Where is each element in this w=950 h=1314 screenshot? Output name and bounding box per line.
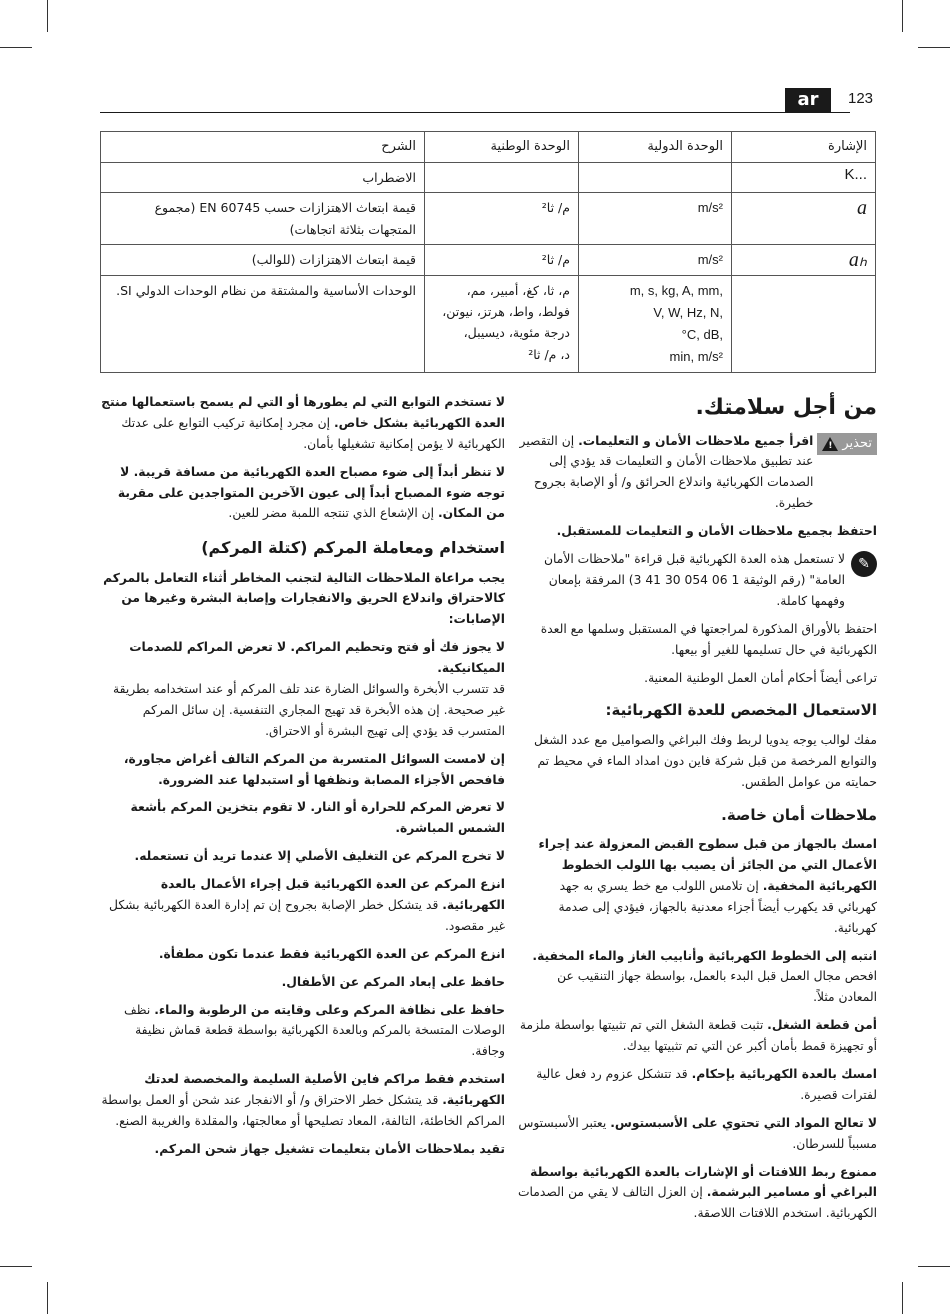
battery-paragraph [100, 1000, 505, 1063]
battery-section-title: استخدام ومعاملة المركم (كتلة المركم) [201, 538, 505, 558]
intended-use-text: مفك لوالب يوجه يدويا لربط وفك البراغي والصواميل مع عدد الشغل والتوابع المرخصة من قبل شركة فاين دون امداد الماء في محيط تم حمايته من عوامل الطقس. [533, 732, 877, 789]
safety-body-text: إن مجرد إمكانية تركيب التوابع على عدتك الكهربائية لا يؤمن إمكانية تشغيلها بأمان. [121, 415, 505, 451]
header-rule [100, 112, 850, 113]
safety-bold-text: امسك بالعدة الكهربائية بإحكام. [691, 1066, 877, 1081]
battery-body-text: قد تتسرب الأبخرة والسوائل الضارة عند تلف المركم أو عند استخدامه بطريقة غير صحيحة. إن هذه الأبخرة قد تهيج المجاري التنفسية. إن سائل المركم المتسرب قد يؤدي إلى تهيج البشرة أو الاحتراق. [113, 681, 505, 738]
international-unit-cell: m/s² [579, 244, 732, 275]
symbol-cell: K... [732, 163, 876, 193]
safety-paragraph [517, 946, 877, 1009]
read-manual-block [517, 549, 877, 612]
national-rules-text: تراعى أيضاً أحكام أمان العمل الوطنية المعنية. [644, 670, 877, 685]
right-column [517, 392, 877, 1231]
battery-bold-text: حافظ على نظافة المركم وعلى وقايته من الرطوبة والماء. [154, 1002, 505, 1017]
battery-paragraph: تقيد بملاحظات الأمان بتعليمات تشغيل جهاز شحن المركم. [154, 1141, 505, 1156]
safety-paragraph [100, 462, 505, 525]
page-number: 123 [848, 90, 874, 107]
table-row [101, 275, 876, 372]
national-unit-cell [425, 163, 579, 193]
safety-bold-text: لا تستخدم التوابع التي لم يطورها أو التي لم يسمح باستعمالها منتج العدة الكهربائية بشكل خاص. [101, 395, 505, 430]
battery-paragraph: لا تخرج المركم عن التغليف الأصلي إلا عندما تريد أن تستعمله. [134, 849, 505, 864]
battery-bold-text: استخدم فقط مراكم فاين الأصلية السليمة والمخصصة لعدتك الكهربائية. [144, 1072, 505, 1108]
international-unit-cell [579, 163, 732, 193]
warning-label: تحذير [842, 435, 872, 451]
battery-paragraph: لا تعرض المركم للحرارة أو النار. لا تقوم بتخزين المركم بأشعة الشمس المباشرة. [130, 800, 505, 836]
language-badge: ar [785, 88, 831, 112]
warning-text [517, 431, 813, 515]
col-header-national: الوحدة الوطنية [425, 132, 579, 163]
safety-bold-text: أمن قطعة الشغل. [767, 1018, 877, 1033]
section-title: من أجل سلامتك. [695, 395, 877, 420]
national-unit-cell: م/ ثا² [425, 244, 579, 275]
safety-body-text: تثبت قطعة الشغل التي تم تثبيتها بواسطة ملزمة أو تجهيزة قمط بأمان أكبر عن التي تم تثبيتها بيدك. [519, 1018, 877, 1054]
battery-intro: يجب مراعاة الملاحظات التالية لتجنب المخاطر أثناء التعامل بالمركم كالاحتراق واندلاع الحريق والانفجارات وإصابة البشرة وغيرها من الإصابات: [103, 570, 505, 627]
safety-bold-text: لا تنظر أبداً إلى ضوء مصباح العدة الكهربائية من مسافة قريبة. لا توجه ضوء المصباح أبداً إلى عيون الآخرين المتواجدين على مقربة من المكان. [117, 464, 505, 521]
symbol-cell: aₕ [732, 244, 876, 275]
safety-body-text: قد تتشكل عزوم رد فعل عالية لفترات قصيرة. [536, 1066, 877, 1102]
crop-mark [47, 1282, 48, 1314]
keep-instructions-heading: احتفظ بجميع ملاحظات الأمان و التعليمات للمستقبل. [556, 524, 877, 539]
symbols-table [100, 131, 876, 373]
national-unit-cell: م/ ثا² [425, 193, 579, 245]
warning-body-text: إن التقصير عند تطبيق ملاحظات الأمان و التعليمات قد يؤدي إلى الصدمات الكهربائية واندلاع الحرائق و/ أو الإصابة بجروح خطيرة. [519, 433, 814, 511]
keep-documents-text: احتفظ بالأوراق المذكورة لمراجعتها في المستقبل وسلمها مع العدة الكهربائية في حال تسليمها للغير أو بيعها. [540, 621, 877, 657]
crop-mark [902, 0, 903, 32]
explanation-cell: قيمة ابتعاث الاهتزازات (للوالب) [101, 244, 425, 275]
crop-mark [47, 0, 48, 32]
warning-triangle-icon [822, 437, 838, 451]
safety-bold-text: لا تعالج المواد التي تحتوي على الأسبستوس. [610, 1115, 877, 1130]
international-unit-cell: m/s² [579, 193, 732, 245]
col-header-symbol: الإشارة [732, 132, 876, 163]
crop-mark [902, 1282, 903, 1314]
table-row [101, 244, 876, 275]
symbol-cell [732, 275, 876, 372]
crop-mark [918, 47, 950, 48]
explanation-cell: الوحدات الأساسية والمشتقة من نظام الوحدات الدولي SI. [101, 275, 425, 372]
safety-body-text: يعتبر الأسبستوس مسبباً للسرطان. [518, 1115, 877, 1151]
safety-body-text: إن تلامس اللولب مع خط يسري به جهد كهربائي قد يكهرب أيضاً أجزاء معدنية بالجهاز، فيؤدي إلى صدمة كهربائية. [558, 878, 877, 935]
safety-paragraph [100, 392, 505, 455]
safety-paragraph [517, 1064, 877, 1106]
safety-bold-text: انتبه إلى الخطوط الكهربائية وأنابيب الغاز والماء المخفية. [532, 948, 877, 963]
special-safety-title: ملاحظات أمان خاصة. [721, 805, 877, 824]
battery-body-text: نظف الوصلات المتسخة بالمركم وبالعدة الكهربائية بواسطة قطعة قماش نظيفة وجافة. [124, 1002, 505, 1059]
read-manual-text: لا تستعمل هذه العدة الكهربائية قبل قراءة "ملاحظات الأمان العامة" (رقم الوثيقة 1 06 054 30 41 3) المرفقة بإمعان وفهمها كاملة. [543, 552, 845, 608]
safety-body-text: افحص مجال العمل قبل البدء بالعمل، بواسطة جهاز التنقيب عن المعادن مثلاً. [557, 969, 877, 1005]
safety-paragraph [517, 1162, 877, 1225]
safety-paragraph [517, 834, 877, 938]
battery-paragraph: حافظ على إبعاد المركم عن الأطفال. [281, 974, 505, 989]
safety-paragraph [517, 1015, 877, 1057]
explanation-cell: الاضطراب [101, 163, 425, 193]
col-header-explanation: الشرح [101, 132, 425, 163]
explanation-cell: قيمة ابتعاث الاهتزازات حسب EN 60745 (مجموع المتجهات بثلاثة اتجاهات) [101, 193, 425, 245]
crop-mark [918, 1266, 950, 1267]
crop-mark [0, 47, 32, 48]
safety-body-text: إن العزل التالف لا يقي من الصدمات الكهربائية. استخدم اللافتات اللاصقة. [517, 1185, 877, 1221]
symbol-cell: a [732, 193, 876, 245]
battery-bold-text: انزع المركم عن العدة الكهربائية قبل إجراء الأعمال بالعدة الكهربائية. [160, 877, 505, 912]
safety-paragraph [517, 1113, 877, 1155]
international-unit-cell: m, s, kg, A, mm, V, W, Hz, N, °C, dB, min, m/s² [579, 275, 732, 372]
national-unit-cell: م، ثا، كغ، أمبير، مم، فولط، واط، هرتز، نيوتن، درجة مئوية، ديسيبل، د، م/ ثا² [425, 275, 579, 372]
table-row [101, 193, 876, 245]
safety-bold-text: ممنوع ربط اللافتات أو الإشارات بالعدة الكهربائية بواسطة البراغي أو مسامير البرشمة. [530, 1164, 877, 1200]
battery-body-text: قد يتشكل خطر الاحتراق و/ أو الانفجار عند شحن أو العمل بواسطة المراكم الخاطئة، التالفة، المعاد تصليحها أو معالجتها، والمقلدة والغريبة الصنع. [101, 1093, 505, 1129]
left-column [100, 392, 505, 1167]
table-row [101, 163, 876, 193]
battery-body-text: قد يتشكل خطر الإصابة بجروح إن تم إدارة العدة الكهربائية بشكل غير مقصود. [109, 898, 505, 933]
battery-paragraph [100, 874, 505, 937]
crop-mark [0, 1266, 32, 1267]
battery-bold-text: لا يجوز فك أو فتح وتحطيم المراكم. لا تعرض المراكم للصدمات الميكانيكية. [129, 640, 505, 676]
warning-block [517, 431, 877, 515]
battery-paragraph: إن لامست السوائل المتسربة من المركم التالف أغراض مجاورة، فافحص الأجزاء المصابة ونظفها أو استبدلها عند الضرورة. [123, 751, 505, 787]
col-header-international: الوحدة الدولية [579, 132, 732, 163]
battery-paragraph [100, 1069, 505, 1132]
battery-paragraph: انزع المركم عن العدة الكهربائية فقط عندما تكون مطفأة. [158, 946, 505, 961]
safety-body-text: إن الإشعاع الذي تنتجه اللمبة مضر للعين. [228, 506, 439, 521]
table-header-row [101, 132, 876, 163]
safety-bold-text: امسك بالجهاز من قبل سطوح القبض المعزولة عند إجراء الأعمال التي من الجائز أن يصيب بها اللولب الخطوط الكهربائية المخفية. [538, 837, 877, 893]
warning-badge [817, 433, 877, 455]
warning-bold-text: اقرأ جميع ملاحظات الأمان و التعليمات. [578, 433, 814, 448]
battery-paragraph [100, 637, 505, 741]
read-manual-icon: ✎ [851, 551, 877, 577]
intended-use-title: الاستعمال المخصص للعدة الكهربائية: [605, 701, 877, 720]
